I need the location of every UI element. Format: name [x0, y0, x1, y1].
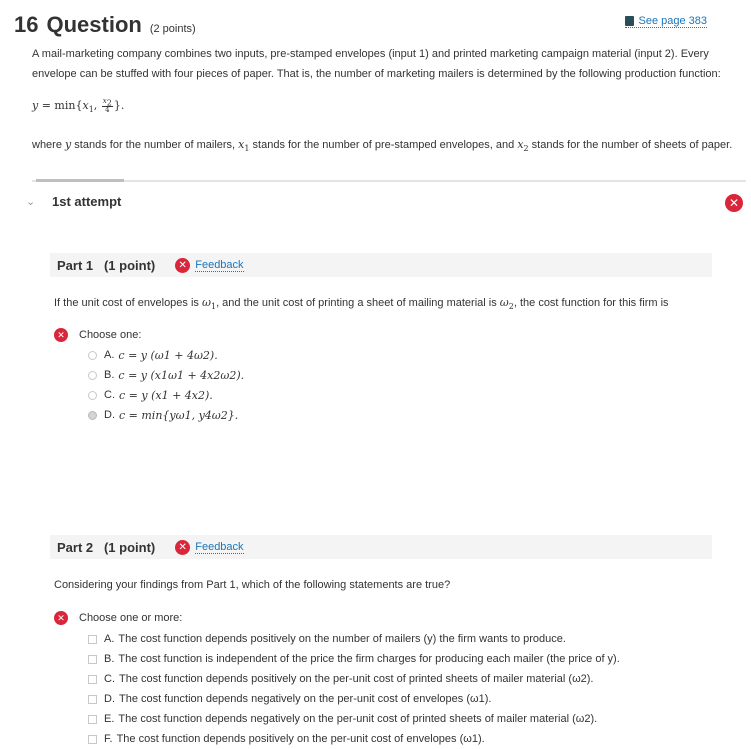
checkbox[interactable]: [88, 635, 97, 644]
part1-header: [50, 253, 712, 277]
option-text: c = min{yω1, y4ω2}.: [119, 408, 239, 422]
production-function: $y = \min\{x_1$, $\frac{x_2}{4}$ }.: [32, 97, 125, 115]
book-icon: [625, 16, 634, 26]
checkbox[interactable]: [88, 695, 97, 704]
part1-option-c[interactable]: C. c = y (x1 + 4x2).: [88, 388, 213, 402]
fraction: $\frac{x_2}{4}$: [102, 97, 112, 115]
choose-label: Choose one or more:: [79, 612, 183, 624]
option-text: The cost function depends positively on the per-unit cost of envelopes (ω1).: [116, 733, 485, 745]
part2-header: [50, 535, 712, 559]
incorrect-icon: ✕: [54, 611, 68, 625]
incorrect-icon: ✕: [175, 258, 190, 273]
section-divider: [32, 180, 746, 182]
option-text: The cost function depends positively on the number of mailers (y) the firm wants to produce.: [118, 633, 566, 645]
option-text: The cost function depends negatively on the per-unit cost of printed sheets of mailer material (ω2).: [118, 713, 598, 725]
see-page-link[interactable]: [625, 15, 707, 28]
radio-button[interactable]: [88, 371, 97, 380]
part2-option-e[interactable]: E. The cost function depends negatively on the per-unit cost of printed sheets of mailer material (ω2).: [88, 712, 597, 726]
question-number: 16: [14, 12, 39, 37]
incorrect-icon: ✕: [54, 328, 68, 342]
part2-feedback[interactable]: [175, 540, 243, 555]
part2-option-c[interactable]: C. The cost function depends positively on the per-unit cost of printed sheets of mailer material (ω2).: [88, 672, 594, 686]
part2-choose: [54, 611, 182, 625]
question-title: Question: [46, 12, 142, 37]
see-page-label: See page 383: [638, 15, 707, 27]
part2-label: Part 2 (1 point): [57, 539, 156, 555]
incorrect-icon: ✕: [725, 194, 743, 212]
part2-option-a[interactable]: A. The cost function depends positively on the number of mailers (y) the firm wants to produce.: [88, 632, 566, 646]
part1-option-d[interactable]: D. c = min{yω1, y4ω2}.: [88, 408, 238, 422]
option-text: The cost function depends positively on the per-unit cost of printed sheets of mailer material (ω2).: [119, 673, 594, 685]
checkbox[interactable]: [88, 735, 97, 744]
part2-option-f[interactable]: F. The cost function depends positively on the per-unit cost of envelopes (ω1).: [88, 732, 485, 746]
option-text: c = y (ω1 + 4ω2).: [118, 348, 218, 362]
part1-prompt: If the unit cost of envelopes is $\omega_1$, and the unit cost of printing a sheet of mailing material is $\omega_2$, the cost function for this firm is: [54, 296, 669, 312]
option-text: The cost function is independent of the price the firm charges for producing each mailer (the price of y).: [118, 653, 620, 665]
chevron-down-icon[interactable]: ⌄: [26, 196, 36, 208]
attempt-label: 1st attempt: [52, 194, 122, 209]
part1-feedback[interactable]: [175, 258, 243, 273]
incorrect-icon: ✕: [175, 540, 190, 555]
checkbox[interactable]: [88, 675, 97, 684]
part2-option-d[interactable]: D. The cost function depends negatively on the per-unit cost of envelopes (ω1).: [88, 692, 491, 706]
checkbox[interactable]: [88, 715, 97, 724]
feedback-link[interactable]: Feedback: [195, 258, 244, 271]
divider-tab: [36, 179, 124, 182]
option-text: c = y (x1 + 4x2).: [119, 388, 213, 402]
part2-prompt: Considering your findings from Part 1, which of the following statements are true?: [54, 579, 451, 591]
question-header: [14, 12, 196, 38]
option-text: c = y (x1ω1 + 4x2ω2).: [118, 368, 245, 382]
radio-button[interactable]: [88, 391, 97, 400]
checkbox[interactable]: [88, 655, 97, 664]
variable-definitions: where y stands for the number of mailers, $x_1$ stands for the number of pre-stamped envelopes, and $x_2$ stands for the number of sheets of paper.: [32, 138, 733, 154]
part1-choose: [54, 328, 141, 342]
attempt-header[interactable]: [26, 194, 121, 209]
question-intro: A mail-marketing company combines two inputs, pre-stamped envelopes (input 1) and printed marketing campaign material (input 2). Every envelope can be stuffed with four pieces of paper. That is, the number of marketing mailers is determined by the following production function:: [32, 48, 721, 80]
part1-option-b[interactable]: B. c = y (x1ω1 + 4x2ω2).: [88, 368, 244, 382]
part1-option-a[interactable]: A. c = y (ω1 + 4ω2).: [88, 348, 218, 362]
option-text: The cost function depends negatively on the per-unit cost of envelopes (ω1).: [119, 693, 492, 705]
choose-label: Choose one:: [79, 329, 142, 341]
radio-button-selected[interactable]: [88, 411, 97, 420]
feedback-link[interactable]: Feedback: [195, 540, 244, 553]
radio-button[interactable]: [88, 351, 97, 360]
part2-option-b[interactable]: B. The cost function is independent of the price the firm charges for producing each mailer (the price of y).: [88, 652, 620, 666]
question-points: (2 points): [149, 23, 196, 35]
part1-label: Part 1 (1 point): [57, 257, 156, 273]
